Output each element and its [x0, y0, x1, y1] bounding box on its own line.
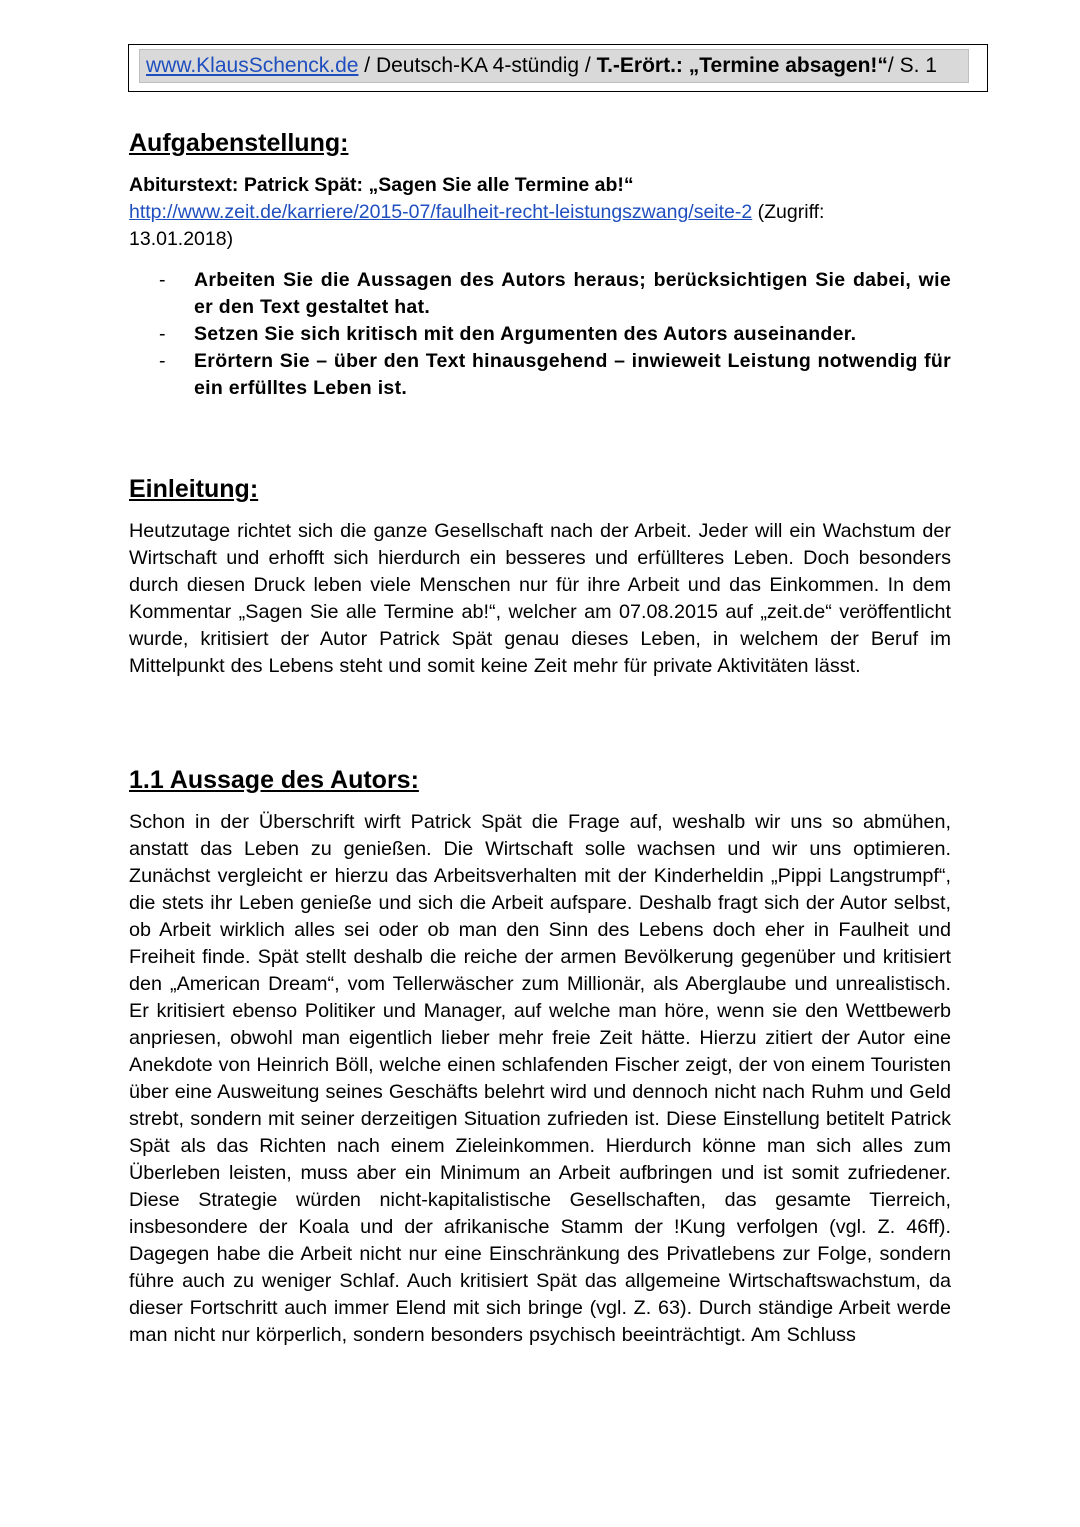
header-page-number: / S. 1: [887, 54, 937, 77]
task-item: [129, 348, 951, 402]
abitur-title: Abiturstext: Patrick Spät: „Sagen Sie alle Termine ab!“: [129, 174, 634, 196]
task-item-text: Erörtern Sie – über den Text hinausgehend – inwieweit Leistung notwendig für ein erfülltes Leben ist.: [194, 350, 951, 399]
statement-paragraph: Schon in der Überschrift wirft Patrick Spät die Frage auf, weshalb wir uns so abmühen, anstatt das Leben zu genießen. Die Wirtschaft solle wachsen und wir uns optimieren. Zunächst vergleicht er hierzu das Arbeitsverhalten mit der Kinderheldin „Pippi Langstrumpf“, die stets ihr Leben genieße und sich die Arbeit aufspare. Deshalb fragt sich der Autor selbst, ob Arbeit wirklich alles sei oder ob man den Sinn des Lebens doch eher in Faulheit und Freiheit finde. Spät stellt deshalb die reiche der armen Bevölkerung gegenüber und kritisiert den „American Dream“, vom Tellerwäscher zum Millionär, als Aberglaube und unrealistisch. Er kritisiert ebenso Politiker und Manager, auf welche man höre, wenn sie den Wettbewerb anpriesen, obwohl man eigentlich lieber mehr freie Zeit hätte. Hierzu zitiert der Autor eine Anekdote von Heinrich Böll, welche einen schlafenden Fischer zeigt, der von einem Touristen über eine Ausweitung seines Geschäfts belehrt wird und dennoch nicht nach Ruhm und Geld strebt, sondern mit seiner derzeitigen Situation zufrieden ist. Diese Einstellung betitelt Patrick Spät als das Richten nach einem Zieleinkommen. Hierdurch könne man sich alles zum Überleben leisten, muss aber ein Minimum an Arbeit aufbringen und ist somit zufriedener. Diese Strategie würden nicht-kapitalistische Gesellschaften, das gesamte Tierreich, insbesondere der Koala und der afrikanische Stamm der !Kung verfolgen (vgl. Z. 46ff). Dagegen habe die Arbeit nicht nur eine Einschränkung des Privatlebens zur Folge, sondern führe auch zu weniger Schlaf. Auch kritisiert Spät das allgemeine Wirtschaftswachstum, da dieser Fortschritt auch immer Elend mit sich bringe (vgl. Z. 63). Durch ständige Arbeit werde man nicht nur körperlich, sondern besonders psychisch beeinträchtigt. Am Schluss: [129, 811, 951, 1346]
task-item-text: Setzen Sie sich kritisch mit den Argumenten des Autors auseinander.: [194, 323, 857, 345]
access-label: (Zugriff:: [752, 201, 825, 223]
task-item-text: Arbeiten Sie die Aussagen des Autors heraus; berücksichtigen Sie dabei, wie er den Text gestaltet hat.: [194, 269, 951, 318]
header-course: / Deutsch-KA 4-stündig /: [358, 54, 597, 77]
intro-heading: Einleitung:: [129, 475, 259, 503]
task-item: [129, 267, 951, 321]
access-date: 13.01.2018): [129, 228, 234, 250]
intro-paragraph: Heutzutage richtet sich die ganze Gesellschaft nach der Arbeit. Jeder will ein Wachstum der Wirtschaft und erhofft sich hierdurch ein besseres und erfüllteres Leben. Doch besonders durch diesen Druck leben viele Menschen nur für ihre Arbeit und das Einkommen. In dem Kommentar „Sagen Sie alle Termine ab!“, welcher am 07.08.2015 auf „zeit.de“ veröffentlicht wurde, kritisiert der Autor Patrick Spät genau dieses Leben, in welchem der Beruf im Mittelpunkt des Lebens steht und somit keine Zeit mehr für private Aktivitäten lässt.: [129, 520, 951, 677]
dash-bullet: -: [159, 269, 166, 291]
dash-bullet: -: [159, 350, 166, 372]
statement-heading: 1.1 Aussage des Autors:: [129, 766, 419, 794]
source-url-link[interactable]: http://www.zeit.de/karriere/2015-07/faulheit-recht-leistungszwang/seite-2: [129, 201, 753, 223]
task-section: [129, 128, 951, 402]
source-line: [129, 199, 951, 226]
task-item: [129, 321, 951, 348]
site-link[interactable]: www.KlausSchenck.de: [146, 54, 359, 77]
intro-section: [129, 474, 951, 680]
task-list: [129, 267, 951, 402]
task-heading: Aufgabenstellung:: [129, 129, 349, 157]
page-header: [128, 44, 988, 92]
statement-section: [129, 765, 951, 1349]
header-bar: [139, 49, 969, 83]
header-topic: T.-Erört.: „Termine absagen!“: [596, 54, 888, 77]
dash-bullet: -: [159, 323, 166, 345]
